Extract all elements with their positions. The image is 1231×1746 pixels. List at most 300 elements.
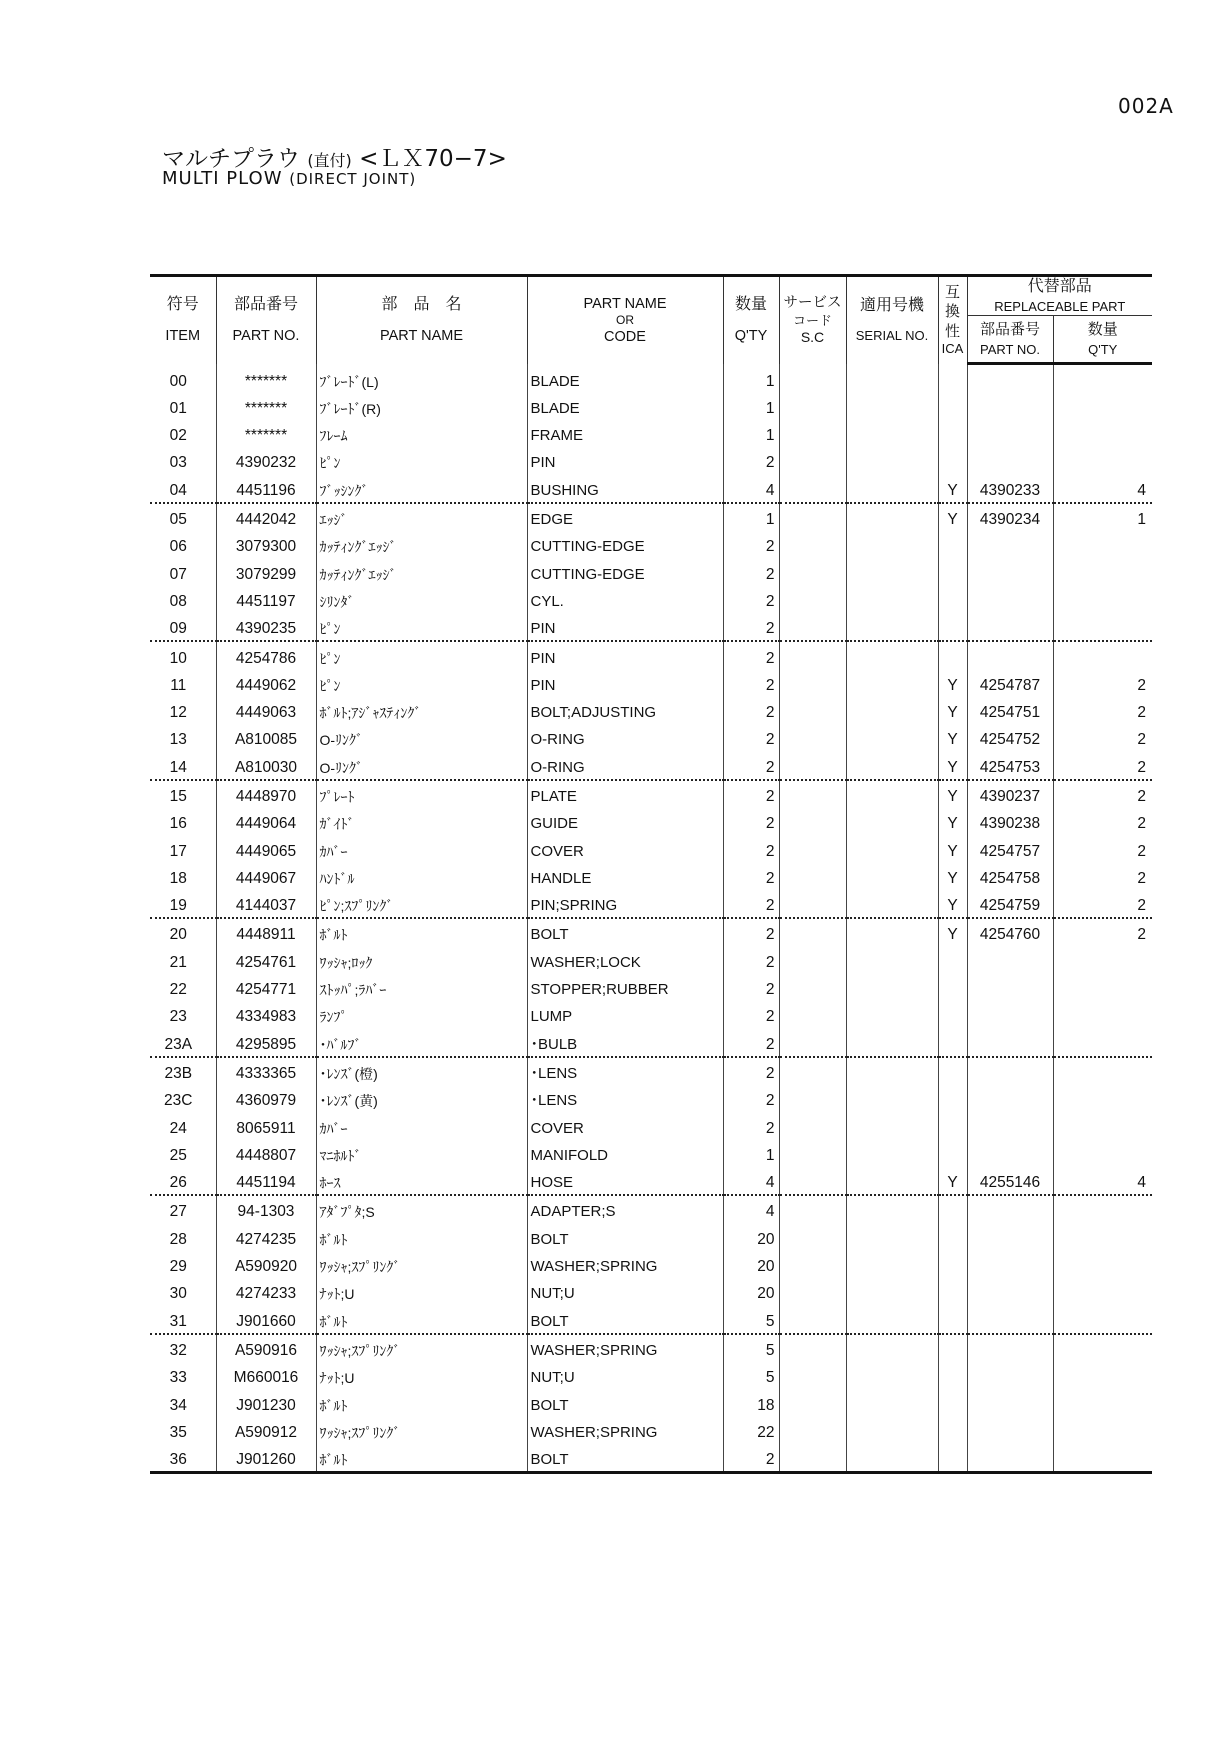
row-qty: 5 [723, 1305, 779, 1333]
row-part-no: 4449067 [216, 863, 316, 890]
row-part-name-ja: ﾌﾞｯｼﾝｸﾞ [316, 474, 527, 502]
row-service-code [779, 503, 846, 531]
row-part-no: 3079300 [216, 531, 316, 558]
row-part-no: 4254786 [216, 641, 316, 669]
row-qty: 2 [723, 1444, 779, 1473]
row-part-name-ja: ｱﾀﾞﾌﾟﾀ;S [316, 1195, 527, 1223]
row-ica [938, 641, 967, 669]
row-item: 04 [150, 474, 216, 502]
row-repl-part-no [967, 1085, 1053, 1112]
row-qty: 1 [723, 1140, 779, 1167]
row-repl-part-no [967, 641, 1053, 669]
row-item: 28 [169, 1230, 187, 1248]
row-repl-qty [1053, 1085, 1152, 1112]
row-ica: Y [938, 503, 967, 531]
row-part-name-en: ･BULB [527, 1028, 723, 1056]
row-part-name-en: WASHER;SPRING [527, 1417, 723, 1444]
row-serial-no [846, 1362, 938, 1389]
row-item: 30 [169, 1285, 187, 1303]
row-serial-no [846, 558, 938, 585]
table-row [150, 1389, 1152, 1416]
header-item-en: ITEM [165, 328, 201, 345]
row-part-no: A590916 [216, 1334, 316, 1362]
row-qty: 2 [723, 586, 779, 613]
row-repl-part-no: 4390234 [967, 503, 1053, 531]
row-part-name-en: O-RING [527, 724, 723, 751]
table-row [150, 974, 1152, 1001]
row-part-no: ******* [216, 393, 316, 420]
row-service-code [779, 724, 846, 751]
row-qty: 2 [723, 1085, 779, 1112]
row-part-name-en: PIN [527, 613, 723, 641]
row-service-code [779, 835, 846, 862]
row-repl-qty [1053, 974, 1152, 1001]
row-qty: 2 [723, 890, 779, 918]
title-ja-paren: (直付) [307, 151, 352, 170]
row-qty: 2 [723, 558, 779, 585]
row-repl-part-no [967, 531, 1053, 558]
row-part-no: 4254761 [216, 946, 316, 973]
row-service-code [779, 558, 846, 585]
row-part-no: 4449062 [216, 670, 316, 697]
header-part-name-ja: 部 品 名 [381, 296, 462, 314]
table-row [150, 1223, 1152, 1250]
row-part-name-en: WASHER;SPRING [527, 1251, 723, 1278]
row-service-code [779, 863, 846, 890]
row-repl-part-no [967, 1001, 1053, 1028]
header-repl-qty-en: Q'TY [1088, 341, 1118, 357]
header-repl-en: REPLACEABLE PART [994, 299, 1126, 314]
table-row [150, 808, 1152, 835]
row-qty: 2 [723, 780, 779, 808]
row-ica [938, 1389, 967, 1416]
row-item: 23 [169, 1008, 187, 1026]
row-part-name-ja: ･ﾊﾞﾙﾌﾞ [316, 1028, 527, 1056]
row-ica [938, 1085, 967, 1112]
row-part-no: A590920 [216, 1251, 316, 1278]
row-service-code [779, 1417, 846, 1444]
row-qty: 2 [723, 1112, 779, 1139]
row-ica [938, 1334, 967, 1362]
row-part-no: 4451194 [216, 1167, 316, 1195]
row-part-name-en: NUT;U [527, 1362, 723, 1389]
row-part-no: 4442042 [216, 503, 316, 531]
row-qty: 4 [723, 474, 779, 502]
row-repl-qty: 2 [1053, 724, 1152, 751]
row-serial-no [846, 503, 938, 531]
row-repl-part-no: 4254759 [967, 890, 1053, 918]
row-service-code [779, 586, 846, 613]
row-repl-qty [1053, 1334, 1152, 1362]
row-repl-part-no: 4390237 [967, 780, 1053, 808]
table-row [150, 918, 1152, 946]
row-part-name-en: ADAPTER;S [527, 1195, 723, 1223]
row-repl-qty: 1 [1053, 503, 1152, 531]
row-part-name-ja: ﾅｯﾄ;U [316, 1278, 527, 1305]
row-part-no: 4449065 [216, 835, 316, 862]
row-part-no: 4390235 [216, 613, 316, 641]
header-sc-ja2: コード [792, 312, 832, 328]
row-repl-qty [1053, 1389, 1152, 1416]
header-serial-ja: 適用号機 [859, 297, 924, 315]
row-ica: Y [938, 808, 967, 835]
row-part-no: ******* [216, 420, 316, 447]
row-ica [938, 1028, 967, 1056]
row-repl-qty [1053, 586, 1152, 613]
row-part-no: A810030 [216, 751, 316, 779]
row-service-code [779, 1251, 846, 1278]
row-ica: Y [938, 670, 967, 697]
row-ica [938, 1112, 967, 1139]
row-part-no: 4333365 [216, 1057, 316, 1085]
row-serial-no [846, 1389, 938, 1416]
row-part-name-en: BOLT [527, 918, 723, 946]
row-service-code [779, 1028, 846, 1056]
row-ica: Y [938, 863, 967, 890]
row-repl-part-no [967, 420, 1053, 447]
row-repl-part-no: 4254757 [967, 835, 1053, 862]
title-ja-main: マルチプラウ [162, 146, 300, 172]
row-repl-qty [1053, 1223, 1152, 1250]
header-name-code-line2: OR [616, 312, 634, 327]
row-qty: 2 [723, 751, 779, 779]
row-item: 17 [169, 842, 187, 860]
row-qty: 2 [723, 447, 779, 474]
row-serial-no [846, 724, 938, 751]
header-repl-partno-en: PART NO. [980, 341, 1040, 357]
row-repl-qty: 2 [1053, 918, 1152, 946]
row-ica [938, 613, 967, 641]
row-serial-no [846, 808, 938, 835]
header-repl-qty [1053, 316, 1152, 364]
row-item: 01 [169, 399, 187, 417]
table-row [150, 1278, 1152, 1305]
row-part-name-en: NUT;U [527, 1278, 723, 1305]
row-serial-no [846, 1305, 938, 1333]
row-ica: Y [938, 751, 967, 779]
row-qty: 2 [723, 835, 779, 862]
row-service-code [779, 1305, 846, 1333]
row-service-code [779, 974, 846, 1001]
row-repl-qty [1053, 1417, 1152, 1444]
header-repl-ja: 代替部品 [1027, 278, 1092, 295]
row-ica: Y [938, 697, 967, 724]
table-row [150, 586, 1152, 613]
row-item: 27 [169, 1203, 187, 1221]
row-part-name-en: PIN [527, 641, 723, 669]
table-row [150, 1195, 1152, 1223]
row-item: 25 [169, 1146, 187, 1164]
row-qty: 2 [723, 974, 779, 1001]
table-row [150, 558, 1152, 585]
table-row [150, 751, 1152, 779]
row-part-no: 4448970 [216, 780, 316, 808]
row-part-name-ja: ﾋﾟﾝ [316, 447, 527, 474]
header-qty [723, 276, 779, 364]
row-repl-qty: 2 [1053, 780, 1152, 808]
table-row [150, 1362, 1152, 1389]
row-part-name-ja: ﾅｯﾄ;U [316, 1362, 527, 1389]
row-serial-no [846, 670, 938, 697]
row-repl-qty [1053, 1305, 1152, 1333]
table-row [150, 670, 1152, 697]
row-part-no: 4334983 [216, 1001, 316, 1028]
parts-table-body [150, 364, 1152, 1473]
page-number: 002A [1118, 94, 1174, 118]
header-replaceable-part [967, 276, 1152, 316]
row-service-code [779, 1444, 846, 1473]
table-row [150, 1305, 1152, 1333]
table-row [150, 946, 1152, 973]
row-item: 21 [169, 953, 187, 971]
row-ica: Y [938, 1167, 967, 1195]
row-repl-qty [1053, 613, 1152, 641]
row-serial-no [846, 1444, 938, 1473]
row-repl-qty: 2 [1053, 751, 1152, 779]
row-serial-no [846, 420, 938, 447]
row-part-name-ja: ﾎﾞﾙﾄ [316, 1223, 527, 1250]
row-part-name-ja: ｴｯｼﾞ [316, 503, 527, 531]
table-row [150, 393, 1152, 420]
row-ica [938, 1195, 967, 1223]
row-repl-qty: 2 [1053, 670, 1152, 697]
row-item: 07 [169, 565, 187, 583]
row-repl-part-no: 4254760 [967, 918, 1053, 946]
header-name-or-code [527, 276, 723, 364]
row-repl-part-no [967, 1278, 1053, 1305]
row-part-no: J901260 [216, 1444, 316, 1473]
row-ica [938, 1001, 967, 1028]
row-part-name-ja: ﾌﾞﾚｰﾄﾞ(R) [316, 393, 527, 420]
row-serial-no [846, 393, 938, 420]
header-repl-part-no [967, 316, 1053, 364]
row-repl-qty [1053, 1251, 1152, 1278]
row-repl-part-no [967, 1057, 1053, 1085]
header-serial-no [846, 276, 938, 364]
table-row [150, 1057, 1152, 1085]
row-qty: 2 [723, 946, 779, 973]
table-row [150, 1417, 1152, 1444]
row-service-code [779, 1167, 846, 1195]
row-part-name-en: BOLT [527, 1389, 723, 1416]
row-part-no: 94-1303 [216, 1195, 316, 1223]
header-part-no-ja: 部品番号 [233, 296, 298, 314]
row-part-no: 4144037 [216, 890, 316, 918]
row-service-code [779, 393, 846, 420]
row-serial-no [846, 835, 938, 862]
row-qty: 5 [723, 1334, 779, 1362]
row-service-code [779, 890, 846, 918]
row-qty: 2 [723, 918, 779, 946]
row-service-code [779, 613, 846, 641]
header-name-code-line3: CODE [604, 328, 646, 345]
row-item: 12 [169, 704, 187, 722]
row-item: 33 [169, 1369, 187, 1387]
row-serial-no [846, 1057, 938, 1085]
row-ica [938, 364, 967, 393]
row-item: 00 [169, 372, 187, 390]
row-repl-part-no [967, 1389, 1053, 1416]
row-repl-qty [1053, 641, 1152, 669]
row-serial-no [846, 946, 938, 973]
row-repl-part-no [967, 1362, 1053, 1389]
row-qty: 4 [723, 1195, 779, 1223]
row-serial-no [846, 697, 938, 724]
row-part-name-ja: ･ﾚﾝｽﾞ(黄) [316, 1085, 527, 1112]
parts-table [150, 274, 1152, 1474]
row-repl-qty [1053, 364, 1152, 393]
row-repl-part-no [967, 558, 1053, 585]
table-row [150, 1140, 1152, 1167]
row-part-name-en: PIN [527, 447, 723, 474]
row-part-name-ja: O-ﾘﾝｸﾞ [316, 751, 527, 779]
row-part-no: A590912 [216, 1417, 316, 1444]
row-repl-part-no [967, 1417, 1053, 1444]
row-qty: 4 [723, 1167, 779, 1195]
row-ica [938, 447, 967, 474]
row-part-name-ja: ｶﾊﾞｰ [316, 835, 527, 862]
row-serial-no [846, 974, 938, 1001]
row-service-code [779, 447, 846, 474]
row-repl-qty [1053, 1362, 1152, 1389]
row-part-name-ja: ﾜｯｼｬ;ｽﾌﾟﾘﾝｸﾞ [316, 1417, 527, 1444]
row-part-name-en: ･LENS [527, 1085, 723, 1112]
row-part-name-ja: ｶﾞｲﾄﾞ [316, 808, 527, 835]
row-ica: Y [938, 780, 967, 808]
row-qty: 1 [723, 393, 779, 420]
row-part-name-en: PIN [527, 670, 723, 697]
row-serial-no [846, 1140, 938, 1167]
row-part-name-en: BOLT [527, 1223, 723, 1250]
row-part-name-ja: ｶｯﾃｨﾝｸﾞｴｯｼﾞ [316, 531, 527, 558]
title-en-paren: (DIRECT JOINT) [289, 170, 417, 188]
row-ica [938, 974, 967, 1001]
row-ica [938, 1444, 967, 1473]
table-row [150, 1251, 1152, 1278]
header-sc-en: S.C [800, 328, 825, 345]
row-part-name-en: WASHER;LOCK [527, 946, 723, 973]
row-ica [938, 1305, 967, 1333]
row-repl-part-no [967, 1195, 1053, 1223]
row-repl-part-no [967, 364, 1053, 393]
row-serial-no [846, 1278, 938, 1305]
header-part-no [216, 276, 316, 364]
table-row [150, 697, 1152, 724]
row-part-name-ja: ﾗﾝﾌﾟ [316, 1001, 527, 1028]
row-item: 31 [150, 1305, 216, 1333]
row-part-name-en: FRAME [527, 420, 723, 447]
row-serial-no [846, 1251, 938, 1278]
header-repl-partno-ja: 部品番号 [979, 320, 1040, 338]
header-repl-qty-ja: 数量 [1087, 320, 1118, 338]
row-part-name-en: HANDLE [527, 863, 723, 890]
row-part-name-en: PIN;SPRING [527, 890, 723, 918]
row-ica [938, 946, 967, 973]
row-item: 29 [169, 1258, 187, 1276]
row-item: 35 [169, 1423, 187, 1441]
row-ica [938, 1251, 967, 1278]
row-qty: 1 [723, 364, 779, 393]
row-part-no: 8065911 [216, 1112, 316, 1139]
row-service-code [779, 808, 846, 835]
row-service-code [779, 531, 846, 558]
header-part-name [316, 276, 527, 364]
row-serial-no [846, 1028, 938, 1056]
row-serial-no [846, 1223, 938, 1250]
row-serial-no [846, 474, 938, 502]
row-service-code [779, 1057, 846, 1085]
row-part-name-en: BOLT [527, 1305, 723, 1333]
row-part-no: 4449064 [216, 808, 316, 835]
row-part-name-ja: ﾎﾞﾙﾄ [316, 1389, 527, 1416]
row-repl-qty [1053, 558, 1152, 585]
row-part-name-ja: ｶﾊﾞｰ [316, 1112, 527, 1139]
row-serial-no [846, 1001, 938, 1028]
row-serial-no [846, 863, 938, 890]
row-item: 32 [169, 1341, 187, 1359]
row-part-name-ja: ﾎﾞﾙﾄ [316, 1305, 527, 1333]
header-ica-ja: 互換性 [944, 283, 960, 340]
row-repl-part-no [967, 1444, 1053, 1473]
row-service-code [779, 946, 846, 973]
row-repl-qty: 2 [1053, 863, 1152, 890]
row-item: 09 [150, 613, 216, 641]
row-repl-part-no: 4390233 [967, 474, 1053, 502]
row-qty: 2 [723, 613, 779, 641]
row-repl-part-no [967, 974, 1053, 1001]
row-serial-no [846, 918, 938, 946]
row-service-code [779, 670, 846, 697]
row-service-code [779, 780, 846, 808]
row-serial-no [846, 364, 938, 393]
header-qty-en: Q'TY [734, 328, 768, 345]
row-part-no: 4448911 [216, 918, 316, 946]
row-part-name-ja: ﾌﾞﾚｰﾄﾞ(L) [316, 364, 527, 393]
row-part-name-en: LUMP [527, 1001, 723, 1028]
row-service-code [779, 1140, 846, 1167]
row-repl-part-no: 4255146 [967, 1167, 1053, 1195]
row-ica [938, 393, 967, 420]
row-service-code [779, 1001, 846, 1028]
row-repl-qty [1053, 420, 1152, 447]
table-row [150, 613, 1152, 641]
row-part-name-ja: ﾋﾟﾝ [316, 613, 527, 641]
row-repl-qty: 2 [1053, 697, 1152, 724]
row-item: 24 [169, 1119, 187, 1137]
row-serial-no [846, 1195, 938, 1223]
table-row [150, 835, 1152, 862]
row-repl-qty [1053, 1444, 1152, 1473]
row-service-code [779, 364, 846, 393]
row-serial-no [846, 751, 938, 779]
row-part-name-ja: ﾋﾟﾝ [316, 641, 527, 669]
row-serial-no [846, 613, 938, 641]
row-repl-qty [1053, 1140, 1152, 1167]
row-repl-part-no: 4254753 [967, 751, 1053, 779]
row-part-name-en: PLATE [527, 780, 723, 808]
row-qty: 2 [723, 670, 779, 697]
row-ica [938, 531, 967, 558]
row-part-name-ja: ﾎﾞﾙﾄ [316, 1444, 527, 1473]
row-item: 06 [169, 538, 187, 556]
row-item: 19 [150, 890, 216, 918]
row-service-code [779, 1223, 846, 1250]
row-part-name-ja: ﾎﾞﾙﾄ [316, 918, 527, 946]
header-service-code [779, 276, 846, 364]
row-part-name-en: BLADE [527, 393, 723, 420]
row-item: 11 [170, 676, 187, 694]
row-part-no: 4451197 [216, 586, 316, 613]
